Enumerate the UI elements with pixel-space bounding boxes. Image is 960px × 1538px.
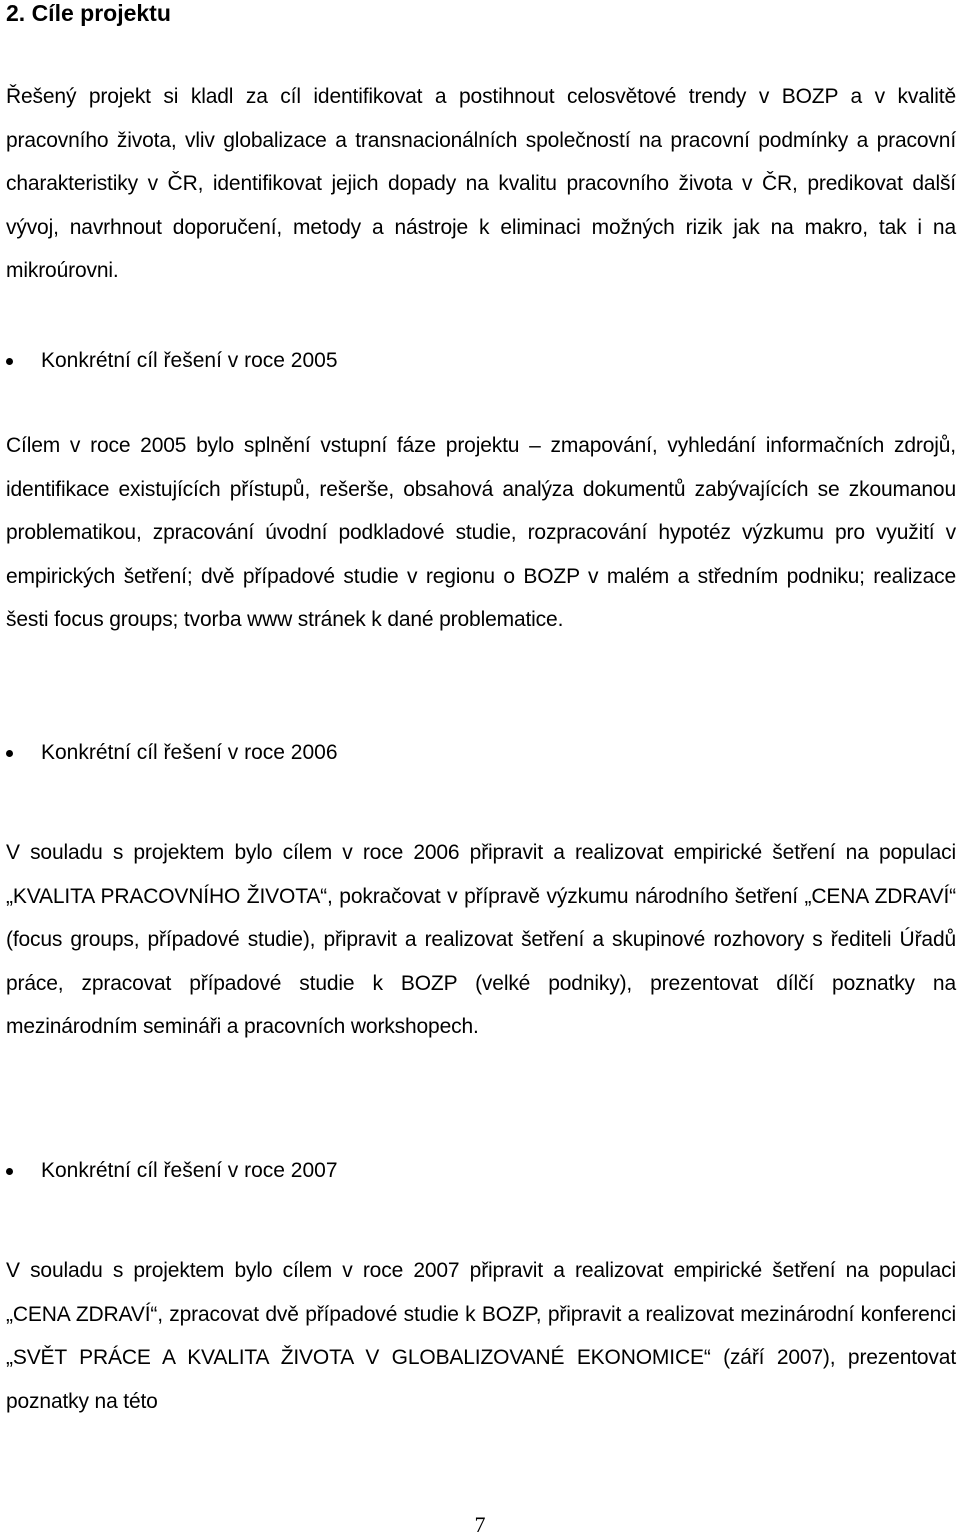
intro-paragraph: Řešený projekt si kladl za cíl identifikovat a postihnout celosvětové trendy v BOZP a v kvalitě pracovního života, vliv globalizace a transnacionálních společností na pracovní podmínky a pracovní charakteristiky v ČR, identifikovat jejich dopady na kvalitu pracovního života v ČR, predikovat další vývoj, navrhnout doporučení, metody a nástroje k eliminaci možných rizik jak na makro, tak i na mikroúrovni. (6, 85, 956, 282)
bullet-icon (6, 358, 13, 365)
paragraph-2005: Cílem v roce 2005 bylo splnění vstupní fáze projektu – zmapování, vyhledání informačních zdrojů, identifikace existujících přístupů, rešerše, obsahová analýza dokumentů zabývajících se zkoumanou problematikou, zpracování úvodní podkladové studie, rozpracování hypotéz výzkumu pro využití v empirických šetření; dvě případové studie v regionu o BOZP v malém a středním podniku; realizace šesti focus groups; tvorba www stránek k dané problematice. (6, 434, 956, 631)
paragraph-2007: V souladu s projektem bylo cílem v roce 2007 připravit a realizovat empirické šetření na populaci „CENA ZDRAVÍ“, zpracovat dvě případové studie k BOZP, připravit a realizovat mezinárodní konferenci „SVĚT PRÁCE A KVALITA ŽIVOTA V GLOBALIZOVANÉ EKONOMICE“ (září 2007), prezentovat poznatky na této (6, 1259, 956, 1413)
bullet-label: Konkrétní cíl řešení v roce 2005 (41, 349, 338, 372)
bullet-icon (6, 750, 13, 757)
page-number: 7 (474, 1512, 486, 1537)
section-heading: 2. Cíle projektu (6, 0, 171, 26)
bullet-label: Konkrétní cíl řešení v roce 2007 (41, 1159, 338, 1182)
bullet-icon (6, 1168, 13, 1175)
paragraph-2006: V souladu s projektem bylo cílem v roce 2006 připravit a realizovat empirické šetření na populaci „KVALITA PRACOVNÍHO ŽIVOTA“, pokračovat v přípravě výzkumu národního šetření „CENA ZDRAVÍ“ (focus groups, případové studie), připravit a realizovat šetření a skupinové rozhovory s řediteli Úřadů práce, zpracovat případové studie k BOZP (velké podniky), prezentovat dílčí poznatky na mezinárodním semináři a pracovních workshopech. (6, 841, 956, 1038)
bullet-label: Konkrétní cíl řešení v roce 2006 (41, 741, 338, 764)
